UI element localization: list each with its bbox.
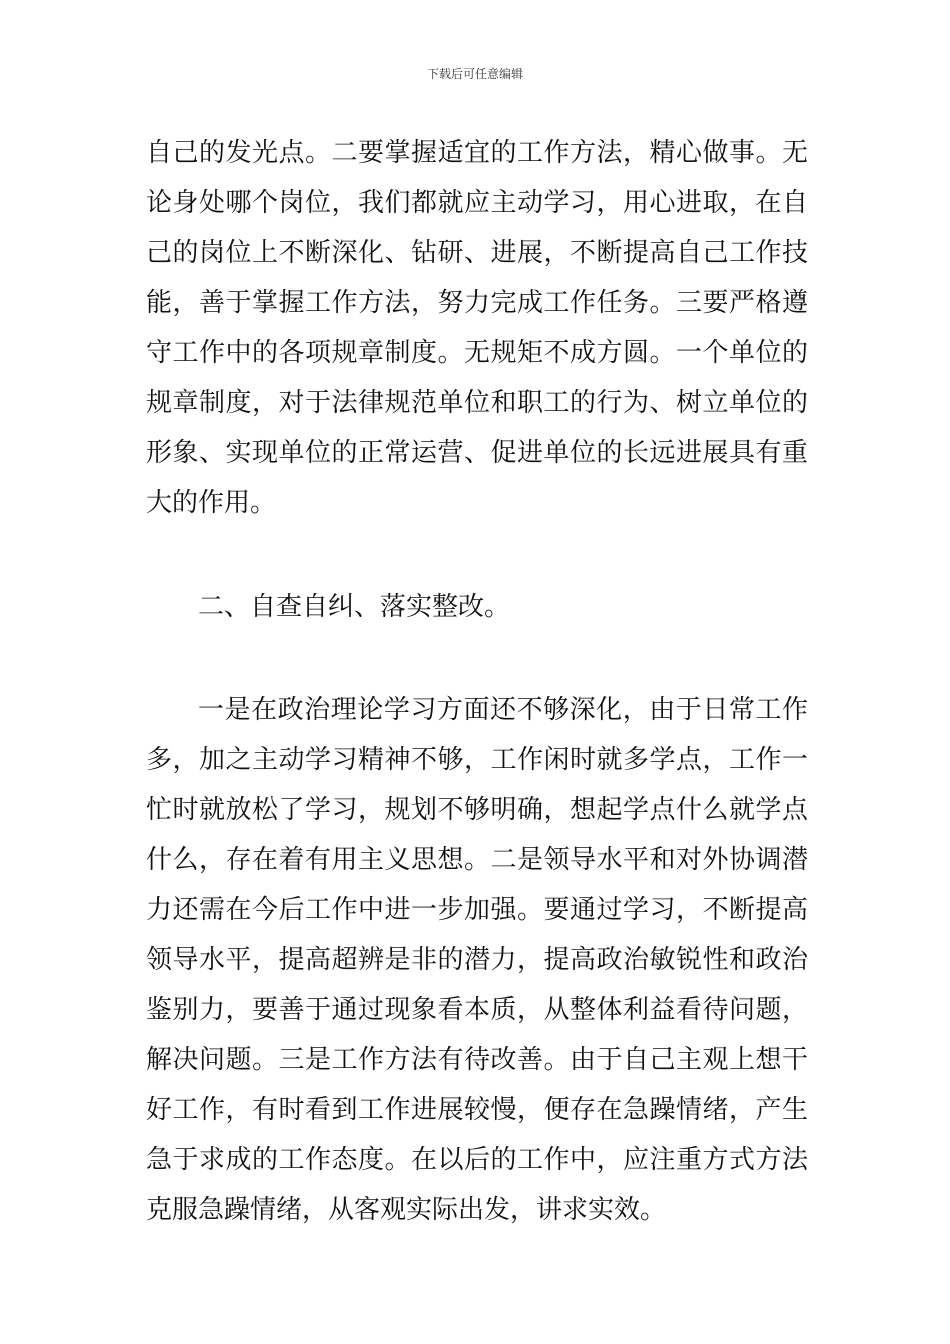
paragraph-line: 好工作，有时看到工作进展较慢，便存在急躁情绪，产生 (146, 1095, 808, 1125)
paragraph-line: 守工作中的各项规章制度。无规矩不成方圆。一个单位的 (146, 338, 808, 368)
paragraph-line: 力还需在今后工作中进一步加强。要通过学习，不断提高 (146, 895, 808, 925)
paragraph-line: 论身处哪个岗位，我们都就应主动学习，用心进取，在自 (146, 188, 808, 218)
paragraph-line: 急于求成的工作态度。在以后的工作中，应注重方式方法 (146, 1145, 808, 1175)
paragraph-continued (146, 128, 808, 528)
paragraph-spacer (146, 632, 808, 685)
paragraph-line: 形象、实现单位的正常运营、促进单位的长远进展具有重 (146, 438, 808, 468)
section-heading: 二、自查自纠、落实整改。 (198, 592, 511, 622)
paragraph-line: 规章制度，对于法律规范单位和职工的行为、树立单位的 (146, 388, 808, 418)
paragraph-line: 克服急躁情绪，从客观实际出发，讲求实效。 (146, 1195, 667, 1225)
paragraph-line: 自己的发光点。二要掌握适宜的工作方法，精心做事。无 (146, 138, 808, 168)
document-body (146, 128, 808, 1235)
paragraph-line: 多，加之主动学习精神不够，工作闲时就多学点，工作一 (146, 745, 808, 775)
paragraph-line: 领导水平，提高超辨是非的潜力，提高政治敏锐性和政治 (146, 945, 808, 975)
paragraph-self-review (146, 685, 808, 1235)
paragraph-line: 什么，存在着有用主义思想。二是领导水平和对外协调潜 (146, 845, 808, 875)
paragraph-line: 一是在政治理论学习方面还不够深化，由于日常工作 (198, 695, 808, 725)
paragraph-line: 忙时就放松了学习，规划不够明确，想起学点什么就学点 (146, 795, 808, 825)
paragraph-line: 大的作用。 (146, 488, 277, 518)
paragraph-line: 能，善于掌握工作方法，努力完成工作任务。三要严格遵 (146, 288, 808, 318)
page-header: 下载后可任意编辑 (426, 67, 523, 81)
paragraph-line: 解决问题。三是工作方法有待改善。由于自己主观上想干 (146, 1045, 808, 1075)
paragraph-line: 己的岗位上不断深化、钻研、进展，不断提高自己工作技 (146, 238, 808, 268)
paragraph-line: 鉴别力，要善于通过现象看本质，从整体利益看待问题， (146, 995, 808, 1025)
paragraph-spacer (146, 528, 808, 582)
